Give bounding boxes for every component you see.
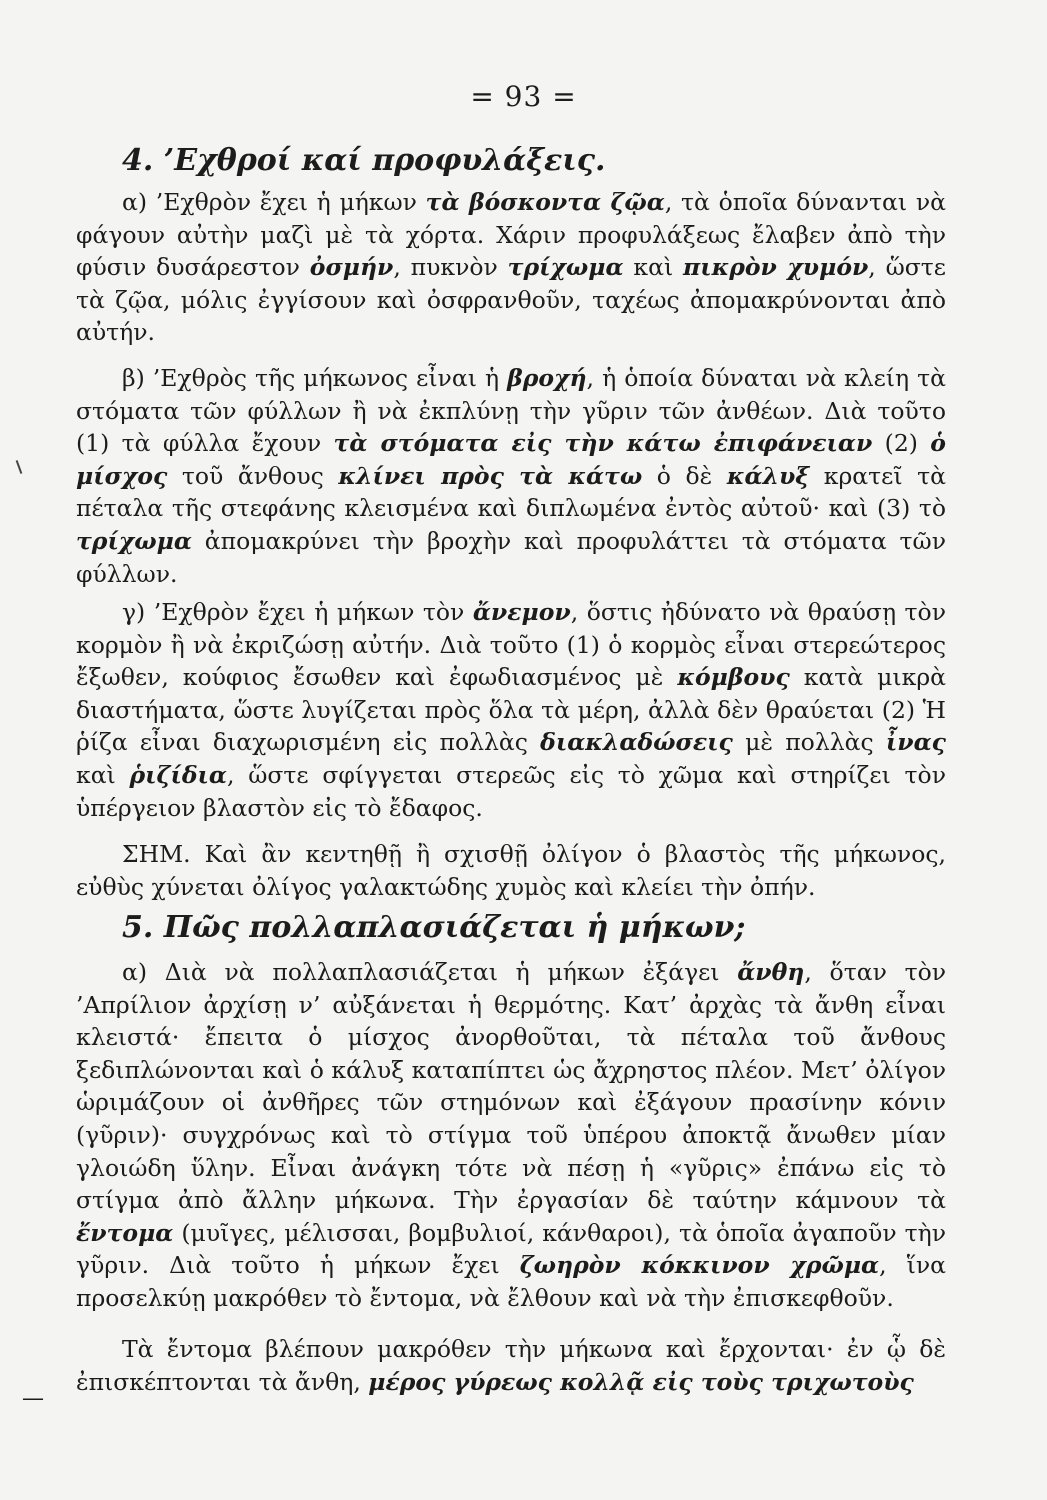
section-4-heading: 4. ’Εχθροί καί προφυλάξεις.	[122, 143, 606, 178]
section-4-paragraph-a: α) ’Εχθρὸν ἔχει ἡ μήκων τὰ βόσκοντα ζῷα, τὰ ὁποῖα δύνανται νὰ φάγουν αὐτὴν μαζὶ μὲ τὰ χόρτα. Χάριν προφυλάξεως ἔλαβεν ἀπὸ τὴν φύσιν δυσάρεστον ὀσμήν, πυκνὸν τρίχωμα καὶ πικρὸν χυμόν, ὥστε τὰ ζῷα, μόλις ἐγγίσουν καὶ ὀσφρανθοῦν, ταχέως ἀπομακρύνονται ἀπὸ αὐτήν.	[76, 188, 946, 347]
section-5-heading: 5. Πῶς πολλαπλασιάζεται ἡ μήκων;	[122, 910, 746, 945]
section-4-paragraph-c: γ) ’Εχθρὸν ἔχει ἡ μήκων τὸν ἄνεμον, ὅστις ἠδύνατο νὰ θραύσῃ τὸν κορμὸν ἢ νὰ ἐκριζώσῃ αὐτήν. Διὰ τοῦτο (1) ὁ κορμὸς εἶναι στερεώτερος ἔξωθεν, κούφιος ἔσωθεν καὶ ἐφωδιασμένος μὲ κόμβους κατὰ μικρὰ διαστήματα, ὥστε λυγίζεται πρὸς ὅλα τὰ μέρη, ἀλλὰ δὲν θραύεται (2) Ἡ ῥίζα εἶναι διαχωρισμένη εἰς πολλὰς διακλαδώσεις μὲ πολλὰς ἶνας καὶ ῥιζίδια, ὥστε σφίγγεται στερεῶς εἰς τὸ χῶμα καὶ στηρίζει τὸν ὑπέργειον βλαστὸν εἰς τὸ ἔδαφος.	[76, 598, 946, 822]
section-5-paragraph-a: α) Διὰ νὰ πολλαπλασιάζεται ἡ μήκων ἐξάγει ἄνθη, ὅταν τὸν ’Απρίλιον ἀρχίσῃ ν’ αὐξάνεται ἡ θερμότης. Κατ’ ἀρχὰς τὰ ἄνθη εἶναι κλειστά· ἔπειτα ὁ μίσχος ἀνορθοῦται, τὰ πέταλα τοῦ ἄνθους ξεδιπλώνονται καὶ ὁ κάλυξ καταπίπτει ὡς ἄχρηστος πλέον. Μετ’ ὀλίγον ὡριμάζουν οἱ ἀνθῆρες τῶν στημόνων καὶ ἐξάγουν πρασίνην κόνιν (γῦριν)· συγχρόνως καὶ τὸ στίγμα τοῦ ὑπέρου ἀποκτᾷ ἄνωθεν μίαν γλοιώδη ὕλην. Εἶναι ἀνάγκη τότε νὰ πέσῃ ἡ «γῦρις» ἐπάνω εἰς τὸ στίγμα ἀπὸ ἄλλην μήκωνα. Τὴν ἐργασίαν δὲ ταύτην κάμνουν τὰ ἔντομα (μυῖγες, μέλισσαι, βομβυλιοί, κάνθαροι), τὰ ὁποῖα ἀγαποῦν τὴν γῦριν. Διὰ τοῦτο ἡ μήκων ἔχει ζωηρὸν κόκκινον χρῶμα, ἵνα προσελκύῃ μακρόθεν τὸ ἔντομα, νὰ ἔλθουν καὶ νὰ τὴν ἐπισκεφθοῦν.	[76, 958, 946, 1312]
section-4-note: ΣΗΜ. Καὶ ἂν κεντηθῇ ἢ σχισθῇ ὀλίγον ὁ βλαστὸς τῆς μήκωνος, εὐθὺς χύνεται ὀλίγος γαλακτώδης χυμὸς καὶ κλείει τὴν ὀπήν.	[76, 840, 946, 901]
page-number: = 93 =	[470, 80, 577, 113]
section-5-paragraph-b: Τὰ ἔντομα βλέπουν μακρόθεν τὴν μήκωνα καὶ ἔρχονται· ἐν ᾧ δὲ ἐπισκέπτονται τὰ ἄνθη, μέρος γύρεως κολλᾷ εἰς τοὺς τριχωτοὺς	[76, 1335, 946, 1396]
margin-tick-mark	[16, 460, 23, 474]
section-4-paragraph-b: β) ’Εχθρὸς τῆς μήκωνος εἶναι ἡ βροχή, ἡ ὁποία δύναται νὰ κλείη τὰ στόματα τῶν φύλλων ἢ νὰ ἐκπλύνῃ τὴν γῦριν τῶν ἀνθέων. Διὰ τοῦτο (1) τὰ φύλλα ἔχουν τὰ στόματα εἰς τὴν κάτω ἐπιφάνειαν (2) ὁ μίσχος τοῦ ἄνθους κλίνει πρὸς τὰ κάτω ὁ δὲ κάλυξ κρατεῖ τὰ πέταλα τῆς στεφάνης κλεισμένα καὶ διπλωμένα ἐντὸς αὐτοῦ· καὶ (3) τὸ τρίχωμα ἀπομακρύνει τὴν βροχὴν καὶ προφυλάττει τὰ στόματα τῶν φύλλων.	[76, 364, 946, 588]
margin-dash-mark: —	[22, 1386, 44, 1411]
